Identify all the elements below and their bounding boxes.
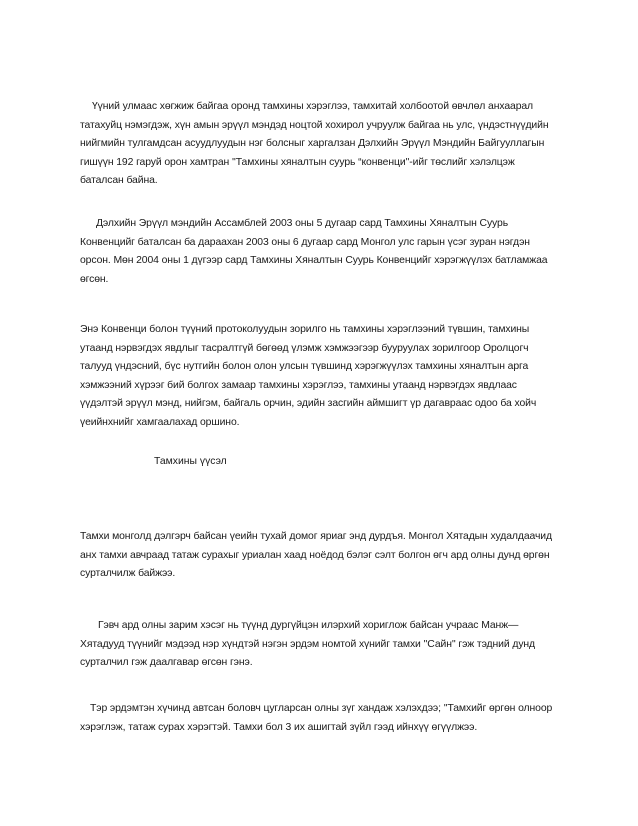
paragraph-tobacco-legend: Тамхи монголд дэлгэрч байсан үеийн тухай домог яриаг энд дурдъя. Монгол Хятадын худалдаачид анх тамхи авчраад татаж сурахыг уриалан хаад ноёдод бэлэг сэлт болгон өгч ард олны дунд өргөн сурталчилж байжээ. bbox=[80, 531, 552, 580]
paragraph-convention-goal: Энэ Конвенци болон түүний протоколуудын зорилго нь тамхины хэрэглээний түвшин, тамхины утаанд нэрвэгдэх явдлыг тасралтгүй бөгөөд үлэмж хэмжээгээр бууруулах зорилгоор Оролцогч талууд үндэсний, бүс нутгийн болон олон улсын түвшинд хэрэгжүүлэх тамхины хяналтын арга хэмжээний хүрээг бий болгох замаар тамхины хэрэглээ, тамхины утаанд нэрвэгдэх явдлаас үүдэлтэй эрүүл мэнд, нийгэм, байгаль орчин, эдийн засгийн аймшигт үр дагавраас одоо ба хойч үеийнхнийг хамгаалахад оршино. bbox=[80, 324, 537, 428]
paragraph-manchu-chinese: Гэвч ард олны зарим хэсэг нь түүнд дургүйцэн илэрхий хориглож байсан учраас Манж—Хятадууд түүнийг мэдээд нэр хүндтэй нэгэн эрдэм номтой хүнийг тамхи ''Сайн'' гэж тэдний дунд сурталчил гэж даалгавар өгсөн гэнэ. bbox=[80, 620, 536, 669]
paragraph-who-assembly: Дэлхийн Эрүүл мэндийн Ассамблей 2003 оны 5 дугаар сард Тамхины Хяналтын Суурь Конвенцийг баталсан ба дараахан 2003 оны 6 дугаар сард Монгол улс гарын үсэг зуран нэгдэн орсон. Мөн 2004 оны 1 дүгээр сард Тамхины Хяналтын Суурь Конвенцийг хэрэгжүүлэх батламжаа өгсөн. bbox=[80, 218, 548, 285]
section-heading: Тамхины үүсэл bbox=[154, 456, 227, 467]
paragraph-scholar-speech: Тэр эрдэмтэн хүчинд автсан боловч цугларсан олны зүг хандаж хэлэхдээ; ''Тамхийг өргөн олноор хэрэглэж, татаж сурах хэрэгтэй. Тамхи бол 3 их ашигтай зүйл гээд ийнхүү өгүүлжээ. bbox=[80, 703, 553, 733]
paragraph-tobacco-consumption: Үүний улмаас хөгжиж байгаа оронд тамхины хэрэглээ, тамхитай холбоотой өвчлөл анхаарал татахуйц нэмэгдэж, хүн амын эрүүл мэндэд ноцтой хохирол учруулж байгаа нь улс, үндэстнүүдийн нийгмийн тулгамдсан асуудлуудын нэг болсныг харгалзан Дэлхийн Эрүүл Мэндийн Байгууллагын гишүүн 192 гаруй орон хамтран ''Тамхины хяналтын суурь “конвенци''-ийг төслийг хэлэлцэж баталсан байна. bbox=[80, 101, 549, 187]
